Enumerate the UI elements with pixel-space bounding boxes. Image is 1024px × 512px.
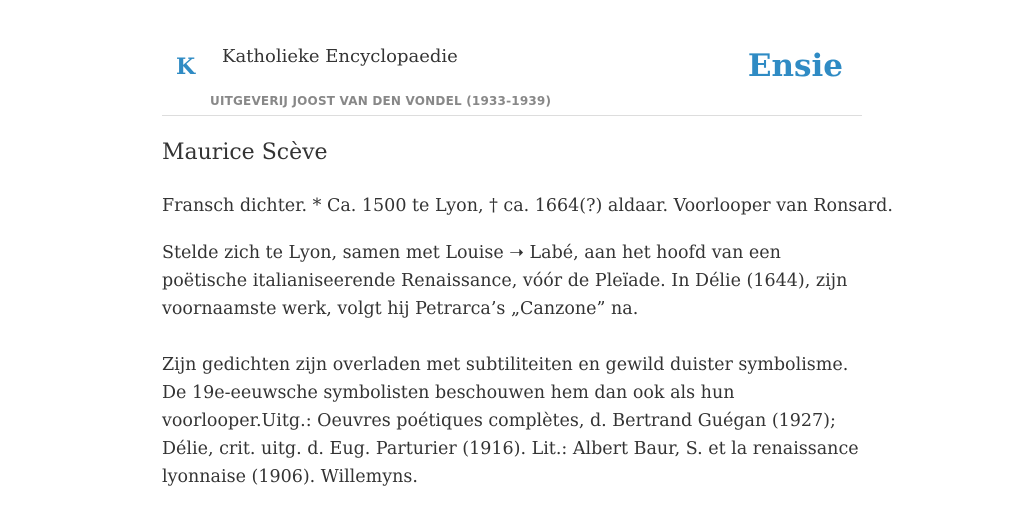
entry-paragraph-summary: Fransch dichter. * Ca. 1500 te Lyon, † ca. 1664(?) aldaar. Voorlooper van Ronsard.	[162, 196, 893, 216]
header	[162, 0, 862, 116]
publisher-label: UITGEVERIJ JOOST VAN DEN VONDEL (1933-1939)	[210, 94, 552, 108]
encyclopedia-logo[interactable]: K	[176, 54, 196, 80]
entry-paragraph-body: Stelde zich te Lyon, samen met Louise ➝ Labé, aan het hoofd van een poëtische italianiseerende Renaissance, vóór de Pleïade. In Délie (1644), zijn voornaamste werk, volgt hij Petrarca’s „Canzone” na.	[162, 243, 848, 319]
encyclopedia-title-link[interactable]: Katholieke Encyclopaedie	[222, 46, 458, 67]
ensie-logo-link[interactable]: Ensie	[747, 48, 843, 84]
entry-title: Maurice Scève	[162, 140, 328, 165]
page-container	[162, 0, 893, 487]
entry-paragraph-references: Zijn gedichten zijn overladen met subtiliteiten en gewild duister symbolisme. De 19e-eeuwsche symbolisten beschouwen hem dan ook als hun voorlooper.Uitg.: Oeuvres poétiques complètes, d. Bertrand Guégan (1927); Délie, crit. uitg. d. Eug. Parturier (1916). Lit.: Albert Baur, S. et la renaissance lyonnaise (1906). Willemyns.	[162, 355, 859, 487]
